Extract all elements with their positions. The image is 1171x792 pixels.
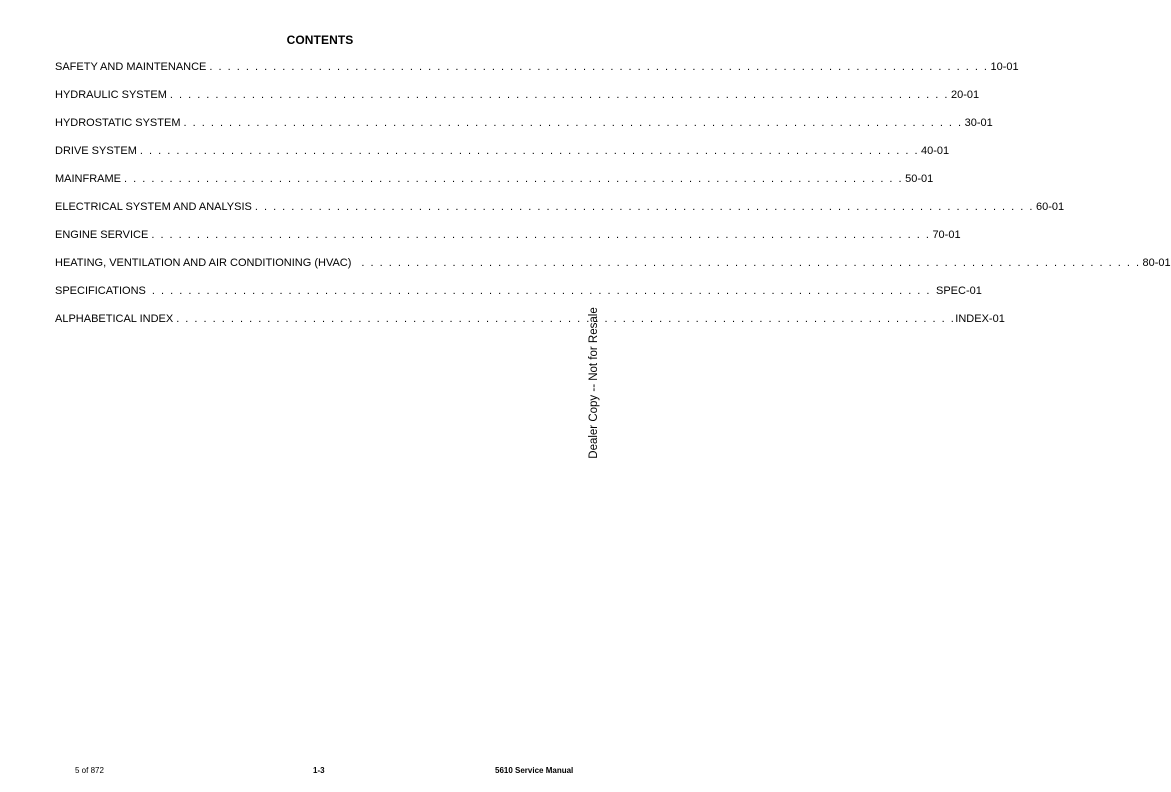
toc-entry-page: SPEC-01 — [935, 285, 982, 297]
toc-leader-dots: . . . . . . . . . . . . . . . . . . . . . . . . . . . . . . . . . . . . . . . . . . . . . . . . . . . . . . . . . . . . . . . . . . . . . . . . . . . . . . . . . . . . . . — [169, 89, 949, 101]
toc-leader-dots: . . . . . . . . . . . . . . . . . . . . . . . . . . . . . . . . . . . . . . . . . . . . . . . . . . . . . . . . . . . . . . . . . . . . . . . . . . . . . . . . . . . . . . — [139, 145, 920, 157]
toc-entry-title: HYDROSTATIC SYSTEM — [55, 117, 181, 129]
toc-entry-page: 40-01 — [921, 145, 950, 157]
toc-leader-dots: . . . . . . . . . . . . . . . . . . . . . . . . . . . . . . . . . . . . . . . . . . . . . . . . . . . . . . . . . . . . . . . . . . . . . . . . . . . . . . . . . . . . . . — [176, 313, 956, 325]
footer-page-number: 1-3 — [313, 766, 325, 775]
toc-entry-title: ALPHABETICAL INDEX — [55, 313, 174, 325]
toc-leader-dots: . . . . . . . . . . . . . . . . . . . . . . . . . . . . . . . . . . . . . . . . . . . . . . . . . . . . . . . . . . . . . . . . . . . . . . . . . . . . . . . . . . . . . . — [151, 285, 931, 297]
toc-entry-page: 60-01 — [1035, 201, 1065, 213]
table-of-contents — [55, 61, 1171, 341]
toc-entry[interactable] — [55, 313, 1005, 341]
toc-entry[interactable] — [55, 173, 934, 201]
toc-leader-dots: . . . . . . . . . . . . . . . . . . . . . . . . . . . . . . . . . . . . . . . . . . . . . . . . . . . . . . . . . . . . . . . . . . . . . . . . . . . . . . . . . . . . . . — [361, 257, 1141, 269]
toc-entry-title: HYDRAULIC SYSTEM — [55, 89, 167, 101]
toc-entry-title: MAINFRAME — [55, 173, 121, 185]
toc-leader-dots: . . . . . . . . . . . . . . . . . . . . . . . . . . . . . . . . . . . . . . . . . . . . . . . . . . . . . . . . . . . . . . . . . . . . . . . . . . . . . . . . . . . . . . — [151, 229, 931, 241]
toc-entry-title: DRIVE SYSTEM — [55, 145, 137, 157]
toc-leader-dots: . . . . . . . . . . . . . . . . . . . . . . . . . . . . . . . . . . . . . . . . . . . . . . . . . . . . . . . . . . . . . . . . . . . . . . . . . . . . . . . . . . . . . . — [209, 61, 989, 73]
toc-entry[interactable] — [55, 145, 950, 173]
toc-entry-title: ENGINE SERVICE — [55, 229, 149, 241]
toc-entry-title: ELECTRICAL SYSTEM AND ANALYSIS — [55, 201, 252, 213]
toc-entry-page: INDEX-01 — [955, 313, 1005, 325]
toc-entry[interactable] — [55, 201, 1065, 229]
toc-entry-page: 30-01 — [964, 117, 993, 129]
toc-entry[interactable] — [55, 89, 980, 117]
footer-page-count: 5 of 872 — [75, 766, 104, 775]
toc-leader-dots: . . . . . . . . . . . . . . . . . . . . . . . . . . . . . . . . . . . . . . . . . . . . . . . . . . . . . . . . . . . . . . . . . . . . . . . . . . . . . . . . . . . . . . — [124, 173, 904, 185]
toc-leader-dots: . . . . . . . . . . . . . . . . . . . . . . . . . . . . . . . . . . . . . . . . . . . . . . . . . . . . . . . . . . . . . . . . . . . . . . . . . . . . . . . . . . . . . . — [254, 201, 1034, 213]
toc-leader-dots: . . . . . . . . . . . . . . . . . . . . . . . . . . . . . . . . . . . . . . . . . . . . . . . . . . . . . . . . . . . . . . . . . . . . . . . . . . . . . . . . . . . . . . — [183, 117, 963, 129]
toc-entry-title: HEATING, VENTILATION AND AIR CONDITIONING (HVAC) — [55, 257, 352, 269]
toc-entry[interactable] — [55, 229, 961, 257]
toc-entry[interactable] — [55, 257, 1171, 285]
toc-entry-page: 20-01 — [950, 89, 980, 101]
toc-entry-title: SPECIFICATIONS — [55, 285, 146, 297]
toc-entry[interactable] — [55, 285, 982, 313]
watermark-text: Dealer Copy -- Not for Resale — [588, 307, 600, 459]
toc-entry[interactable] — [55, 61, 1019, 89]
footer-manual-title: 5610 Service Manual — [495, 766, 574, 775]
toc-entry-title: SAFETY AND MAINTENANCE — [55, 61, 207, 73]
toc-entry-page: 70-01 — [932, 229, 961, 241]
toc-entry-page: 50-01 — [905, 173, 934, 185]
toc-entry[interactable] — [55, 117, 993, 145]
page-title: CONTENTS — [286, 33, 354, 47]
toc-entry-page: 80-01 — [1142, 257, 1171, 269]
toc-entry-page: 10-01 — [990, 61, 1019, 73]
